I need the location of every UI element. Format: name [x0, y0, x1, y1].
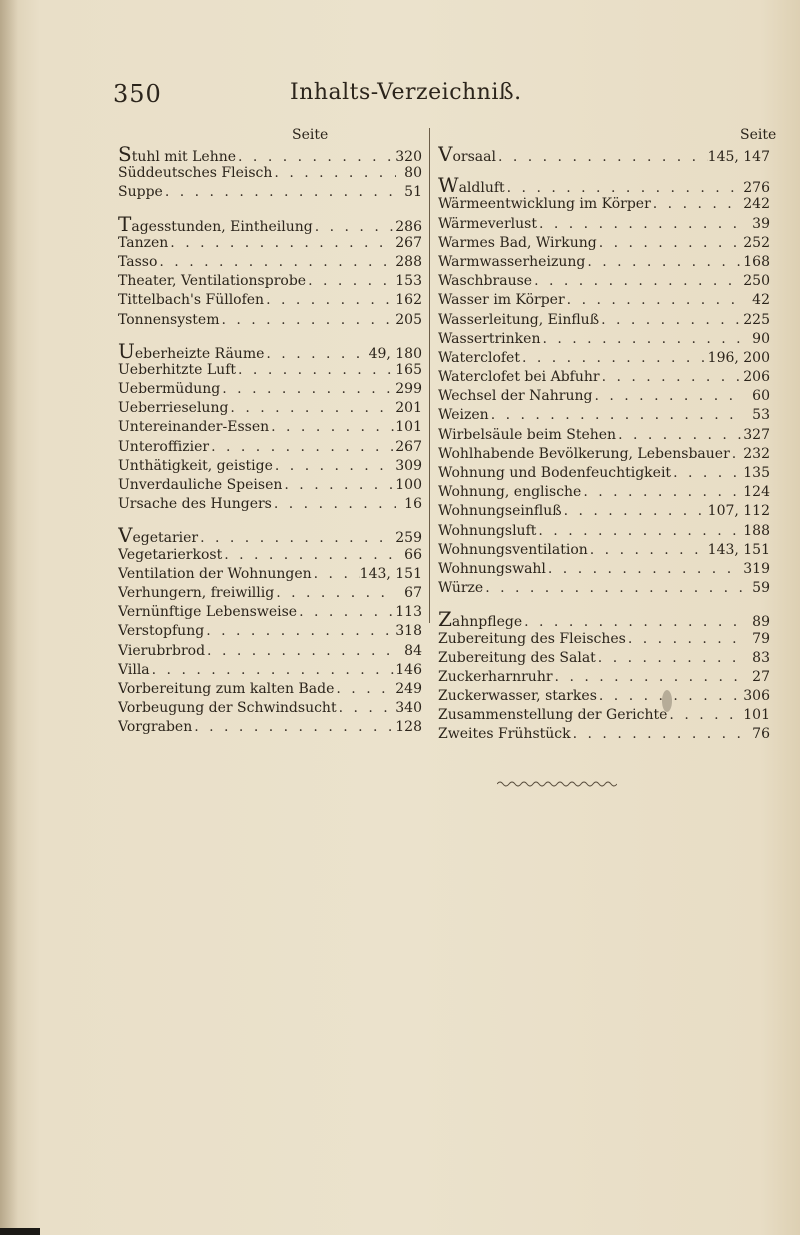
index-entry: [438, 522, 770, 541]
column-label-left: Seite: [292, 127, 329, 143]
entry-page: 250: [743, 273, 770, 290]
entry-term: Wohnung und Bodenfeuchtigkeit: [438, 465, 672, 481]
leader-dots: [626, 630, 744, 649]
index-entry: [438, 330, 770, 349]
entry-page: 79: [752, 630, 770, 647]
leader-dots: [616, 426, 743, 445]
leader-dots: [272, 495, 396, 514]
index-column-left: [118, 145, 422, 749]
leader-dots: [592, 387, 744, 406]
index-group: [438, 145, 770, 164]
leader-dots: [597, 234, 744, 253]
leader-dots: [532, 272, 743, 291]
entry-term: Ursache des Hungers: [118, 496, 272, 513]
entry-term: Zweites Frühstück: [438, 726, 571, 743]
index-entry: [438, 349, 770, 368]
scan-edge-mark: [0, 1228, 40, 1235]
index-entry: [438, 406, 770, 425]
index-entry: [438, 579, 770, 598]
entry-page: 80: [404, 165, 422, 182]
leader-dots: [273, 457, 395, 476]
entry-page: 320: [395, 149, 422, 165]
leader-dots: [505, 179, 744, 195]
entry-page: 67: [404, 584, 422, 601]
group-initial: W: [438, 176, 459, 196]
index-column-right: [438, 145, 770, 757]
leader-dots: [600, 368, 744, 387]
entry-page: 153: [395, 273, 422, 290]
leader-dots: [269, 418, 395, 437]
leader-dots: [236, 148, 395, 164]
entry-page: 162: [395, 292, 422, 309]
entry-term: Tanzen: [118, 234, 169, 251]
index-entry: [118, 399, 422, 418]
index-entry: [438, 668, 770, 687]
entry-term: Wohlhabende Bevölkerung, Lebensbauer: [438, 445, 730, 462]
index-entry: [118, 476, 422, 495]
leader-dots: [272, 164, 396, 183]
index-entry: [118, 418, 422, 437]
index-entry: [438, 426, 770, 445]
entry-term: Würze: [438, 580, 484, 597]
leader-dots: [209, 438, 395, 457]
entry-term: Vorsaal: [438, 145, 496, 164]
entry-term: Vegetarierkost: [118, 546, 223, 563]
index-group: [438, 610, 770, 744]
index-entry: [438, 445, 770, 464]
leader-dots: [536, 522, 743, 541]
entry-term: Ueberrieselung: [118, 400, 229, 417]
entry-page: 327: [743, 426, 770, 443]
leader-dots: [562, 502, 708, 521]
entry-page: 84: [404, 642, 422, 659]
index-entry: [118, 342, 422, 361]
leader-dots: [306, 272, 395, 291]
entry-page: 225: [743, 311, 770, 328]
entry-page: 242: [743, 196, 770, 213]
entry-term: Waterclofet: [438, 349, 520, 366]
leader-dots: [204, 622, 395, 641]
leader-dots: [581, 483, 743, 502]
entry-page: 205: [395, 311, 422, 328]
index-entry: [118, 495, 422, 514]
index-entry: [438, 541, 770, 560]
index-group: [118, 215, 422, 330]
entry-term: Theater, Ventilationsprobe: [118, 273, 307, 290]
index-entry: [438, 311, 770, 330]
entry-page: 89: [752, 614, 770, 630]
entry-page: 101: [395, 419, 422, 436]
index-entry: [118, 603, 422, 622]
index-entry: [438, 253, 770, 272]
leader-dots: [599, 311, 743, 330]
entry-page: 286: [395, 218, 422, 234]
index-entry: [438, 176, 770, 195]
entry-term: Süddeutsches Fleisch: [118, 165, 273, 182]
index-entry: [118, 272, 422, 291]
index-entry: [438, 560, 770, 579]
entry-term: Wärmeentwicklung im Körper: [438, 196, 651, 213]
entry-term: Zubereitung des Salat: [438, 649, 596, 666]
entry-term: Zahnpflege: [438, 610, 522, 629]
index-entry: [118, 253, 422, 272]
entry-term: Untereinander-Essen: [118, 419, 270, 436]
leader-dots: [236, 361, 395, 380]
leader-dots: [483, 579, 744, 598]
leader-dots: [313, 218, 396, 234]
entry-term: Wohnungswahl: [438, 560, 546, 577]
entry-term: Ventilation der Wohnungen: [118, 565, 312, 582]
leader-dots: [596, 649, 744, 668]
entry-term: Vierubrbrod: [118, 642, 206, 659]
index-entry: [438, 145, 770, 164]
index-entry: [438, 291, 770, 310]
index-group: [118, 342, 422, 515]
entry-page: 168: [743, 253, 770, 270]
entry-page: 59: [752, 580, 770, 597]
index-entry: [438, 234, 770, 253]
entry-page: 124: [743, 484, 770, 501]
leader-dots: [337, 699, 396, 718]
index-entry: [118, 291, 422, 310]
index-group: [118, 526, 422, 737]
leader-dots: [150, 661, 396, 680]
entry-page: 252: [743, 234, 770, 251]
entry-term: Warmes Bad, Wirkung: [438, 234, 597, 251]
entry-page: 206: [743, 369, 770, 386]
index-entry: [438, 687, 770, 706]
entry-page: 143, 151: [707, 541, 770, 558]
leader-dots: [571, 725, 744, 744]
entry-page: 340: [395, 700, 422, 717]
index-entry: [118, 380, 422, 399]
entry-page: 259: [395, 530, 422, 546]
leader-dots: [297, 603, 395, 622]
entry-term: Verhungern, freiwillig: [118, 584, 275, 601]
entry-term: Wirbelsäule beim Stehen: [438, 426, 617, 443]
index-group: [118, 145, 422, 203]
leader-dots: [334, 680, 395, 699]
entry-page: 39: [752, 215, 770, 232]
entry-term: Waschbrause: [438, 273, 533, 290]
group-initial: Z: [438, 610, 452, 630]
entry-term: Stuhl mit Lehne: [118, 145, 236, 164]
entry-page: 60: [752, 388, 770, 405]
column-label-right: Seite: [740, 127, 777, 143]
leader-dots: [219, 311, 395, 330]
entry-page: 288: [395, 253, 422, 270]
index-entry: [118, 438, 422, 457]
index-entry: [438, 706, 770, 725]
entry-page: 143, 151: [359, 565, 422, 582]
entry-page: 107, 112: [707, 503, 770, 520]
entry-term: Zuckerwasser, starkes: [438, 688, 597, 705]
leader-dots: [264, 345, 368, 361]
index-entry: [118, 642, 422, 661]
entry-page: 201: [395, 400, 422, 417]
entry-page: 16: [404, 496, 422, 513]
entry-page: 113: [395, 604, 422, 621]
leader-dots: [205, 642, 396, 661]
entry-term: Wechsel der Nahrung: [438, 388, 593, 405]
printer-ornament: [497, 780, 617, 788]
entry-term: Wohnung, englische: [438, 484, 582, 501]
page-number: 350: [113, 80, 162, 108]
group-initial: S: [118, 145, 132, 165]
entry-page: 319: [743, 560, 770, 577]
entry-term: Waldluft: [438, 176, 505, 195]
index-entry: [438, 368, 770, 387]
index-entry: [438, 215, 770, 234]
entry-page: 90: [752, 330, 770, 347]
leader-dots: [282, 476, 395, 495]
leader-dots: [222, 546, 396, 565]
entry-term: Weizen: [438, 407, 489, 424]
entry-term: Wasserleitung, Einfluß: [438, 311, 600, 328]
index-entry: [438, 610, 770, 629]
entry-page: 128: [395, 719, 422, 736]
leader-dots: [274, 584, 396, 603]
index-entry: [118, 699, 422, 718]
leader-dots: [192, 718, 395, 737]
entry-page: 299: [395, 381, 422, 398]
index-entry: [438, 387, 770, 406]
index-entry: [118, 546, 422, 565]
leader-dots: [651, 195, 744, 214]
entry-page: 188: [743, 522, 770, 539]
index-entry: [118, 311, 422, 330]
leader-dots: [489, 406, 744, 425]
column-divider: [429, 128, 430, 623]
leader-dots: [496, 148, 708, 164]
entry-term: Vegetarier: [118, 526, 198, 545]
index-entry: [118, 361, 422, 380]
leader-dots: [585, 253, 743, 272]
index-entry: [118, 183, 422, 202]
index-entry: [438, 483, 770, 502]
index-entry: [438, 464, 770, 483]
leader-dots: [671, 464, 743, 483]
entry-term: Tonnensystem: [118, 311, 220, 328]
entry-term: Wärmeverlust: [438, 215, 537, 232]
leader-dots: [220, 380, 395, 399]
entry-page: 135: [743, 465, 770, 481]
entry-page: 27: [752, 668, 770, 685]
leader-dots: [228, 399, 395, 418]
entry-term: Vorbeugung der Schwindsucht: [118, 700, 337, 717]
index-entry: [118, 215, 422, 234]
leader-dots: [546, 560, 743, 579]
entry-page: 232: [743, 445, 770, 462]
index-entry: [118, 526, 422, 545]
leader-dots: [730, 445, 744, 464]
index-entry: [438, 502, 770, 521]
index-entry: [438, 272, 770, 291]
entry-term: Wohnungsventilation: [438, 541, 588, 558]
group-initial: V: [438, 145, 453, 165]
leader-dots: [157, 253, 395, 272]
entry-page: 306: [743, 688, 770, 705]
index-entry: [438, 725, 770, 744]
index-group: [438, 176, 770, 598]
index-entry: [118, 584, 422, 603]
entry-page: 267: [395, 438, 422, 455]
entry-term: Uebermüdung: [118, 381, 221, 398]
entry-term: Unverdauliche Speisen: [118, 477, 283, 493]
entry-page: 276: [743, 180, 770, 196]
entry-term: Ueberheizte Räume: [118, 342, 264, 361]
entry-term: Zuckerharnruhr: [438, 668, 553, 685]
entry-page: 267: [395, 234, 422, 251]
entry-term: Warmwasserheizung: [438, 253, 586, 270]
leader-dots: [264, 291, 395, 310]
entry-term: Vorbereitung zum kalten Bade: [118, 680, 335, 697]
entry-term: Ueberhitzte Luft: [118, 361, 237, 378]
leader-dots: [168, 234, 395, 253]
entry-page: 196, 200: [707, 349, 770, 366]
entry-term: Verstopfung: [118, 623, 205, 640]
index-entry: [118, 622, 422, 641]
entry-term: Zusammenstellung der Gerichte: [438, 707, 668, 724]
paper-stain: [662, 690, 672, 712]
leader-dots: [553, 668, 744, 687]
leader-dots: [522, 613, 744, 629]
leader-dots: [565, 291, 744, 310]
entry-term: Wassertrinken: [438, 330, 541, 347]
entry-page: 76: [752, 726, 770, 743]
entry-page: 66: [404, 546, 422, 563]
index-entry: [118, 718, 422, 737]
page-title: Inhalts-Verzeichniß.: [290, 80, 522, 105]
index-entry: [118, 565, 422, 584]
entry-term: Unthätigkeit, geistige: [118, 457, 273, 474]
entry-term: Vernünftige Lebensweise: [118, 604, 298, 621]
entry-term: Wasser im Körper: [438, 292, 565, 309]
entry-page: 249: [395, 680, 422, 697]
entry-term: Tagesstunden, Eintheilung: [118, 215, 313, 234]
entry-page: 100: [395, 477, 422, 493]
group-initial: T: [118, 214, 132, 234]
entry-page: 309: [395, 457, 422, 474]
leader-dots: [520, 349, 708, 368]
entry-term: Wohnungseinfluß: [438, 503, 562, 520]
leader-dots: [537, 215, 744, 234]
index-entry: [438, 649, 770, 668]
index-entry: [118, 234, 422, 253]
entry-term: Villa: [118, 661, 150, 678]
page-edge-shadow: [0, 0, 18, 1235]
index-entry: [118, 680, 422, 699]
entry-term: Suppe: [118, 184, 163, 201]
index-entry: [118, 145, 422, 164]
leader-dots: [163, 183, 396, 202]
entry-term: Unteroffizier: [118, 438, 210, 455]
entry-page: 145, 147: [707, 149, 770, 165]
entry-term: Tittelbach's Füllofen: [118, 292, 265, 309]
group-initial: V: [118, 526, 133, 546]
entry-term: Zubereitung des Fleisches: [438, 630, 626, 647]
leader-dots: [540, 330, 744, 349]
entry-term: Vorgraben: [118, 719, 193, 736]
entry-page: 83: [752, 649, 770, 666]
index-entry: [118, 164, 422, 183]
index-entry: [118, 661, 422, 680]
entry-term: Wohnungsluft: [438, 522, 537, 539]
entry-page: 318: [395, 623, 422, 640]
leader-dots: [312, 565, 360, 584]
entry-page: 49, 180: [368, 345, 422, 361]
group-initial: U: [118, 341, 135, 361]
entry-term: Tasso: [118, 253, 158, 270]
leader-dots: [667, 706, 743, 725]
entry-page: 165: [395, 361, 422, 378]
index-entry: [438, 630, 770, 649]
entry-page: 53: [752, 407, 770, 424]
entry-page: 42: [752, 292, 770, 309]
index-entry: [118, 457, 422, 476]
leader-dots: [198, 529, 395, 545]
entry-page: 146: [395, 661, 422, 678]
leader-dots: [588, 541, 708, 560]
entry-page: 101: [743, 707, 770, 724]
entry-page: 51: [404, 184, 422, 201]
entry-term: Waterclofet bei Abfuhr: [438, 369, 600, 386]
index-entry: [438, 195, 770, 214]
